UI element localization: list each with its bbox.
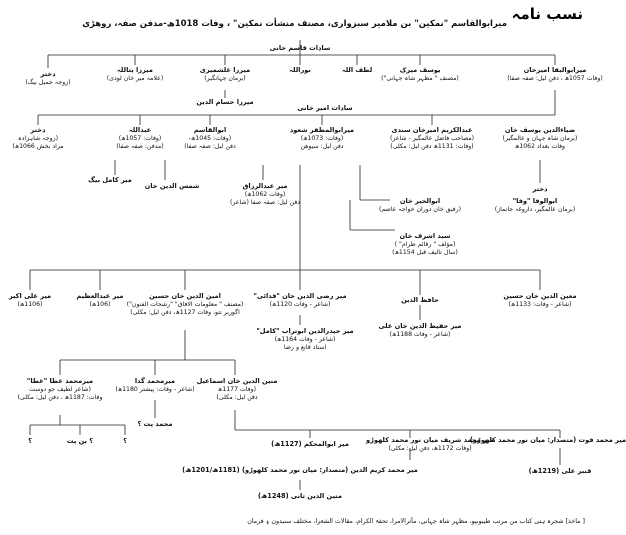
root-ancestor: میرابوالقاسم "نمکین" بن ملامیر سبزواری، مصنف منشأت نمکین" ، وفات 1018ھ-مدفن صفہ، روھڑی: [82, 19, 507, 29]
node-nurullah: نوراللہ: [289, 66, 311, 74]
node-raziuddin: میر رضی الدین خان "فدائی" (شاعر - وفات 1120ھ): [253, 292, 347, 308]
node-mir-kamil-beg: میر کامل بیگ: [88, 176, 132, 184]
node-abulkhair: ابوالخیر خان (رفیق خان دوران خواجہ عاصم): [378, 197, 462, 213]
node-sadat-qasim-khani: سادات قاسم خانی: [269, 44, 331, 52]
node-matinuddin-sani: متین الدین ثانی (1248ھ): [258, 492, 342, 500]
node-mirza-yatullah: میرزا یتاللہ (علامہ میر خان لودی): [106, 66, 164, 82]
node-ziauddin: ضیاءالدین یوسف خان (برمان شاہ جہان و عالمگیر) وفات بغداد 1062ھ: [502, 126, 578, 151]
node-haidaruddin: میر حیدرالدین ابوتراب "کامل" (شاعر - وفات 1164ھ) استاد قانع و رضا: [256, 327, 354, 352]
node-abdul-karim: عبدالکریم امیرخان سندی (مصاحب فاضل عالمگیر - شاعر) (وفات: 1131ھ دفن لیل: مکلی): [389, 126, 475, 151]
node-qanbar-ali: قنبر علی (1219ھ): [528, 467, 592, 475]
node-abulmuzaffar: میرابوالمظفر شعود (وفات: 1073ھ) دفن لیل: سیوهن: [289, 126, 355, 151]
node-hafeezuddin: میر حفیظ الدین خان علی (شاعر - وفات 1188ھ): [378, 322, 462, 338]
node-moinuddin: معین الدین خان حسین (شاعر - وفات: 1133ھ): [503, 292, 577, 308]
page-title: نسب نامہ: [511, 5, 583, 23]
node-mir-muhammad-gada: میرمحمد گدا (شاعر - وفات: پیشتر 1180ھ): [115, 377, 195, 393]
node-lutfullah: لطف اللہ: [341, 66, 373, 74]
node-syed-ashraf: سید اشرف خان (مؤلف " رقائم طرام" ) (سال تالیف قبل 1154ھ): [392, 232, 458, 257]
node-abdullah: عبداللہ (وفات: 1057ھ) (مدفن: صفہ صفا): [116, 126, 164, 151]
node-mir-muhammad-ata: میرمحمد عطا "عطا" (شاعر لطیف جو دوست وفات: 1187ھ ، دفن لیل: مکلی): [17, 377, 103, 402]
node-abulwafa: ابوالوفا "وفا" (برمان عالمگیر، داروغہ جانماز): [494, 197, 576, 213]
node-daughter-2: دختر (زوجہ شاہزادہ مراد بخش 1066ھ): [12, 126, 64, 151]
node-daughter-3: دختر: [532, 185, 548, 193]
node-muhammad-pat: محمد پت ؟: [137, 420, 173, 428]
node-unknown-3: ؟: [123, 437, 127, 445]
node-mirza-hisam: میرزا حسام الدین: [196, 98, 254, 106]
sources-note: [ ماخذ] شجرہ ہتی کتاب من مرتب طیبوںپو، مظہر شاہ جہانی، مآثرالامرا، تحفۃ الکرام، مقالات الشعرا، مختلف سنیدون ۽ فرمان: [247, 518, 585, 525]
node-hafizuddin: حافظ الدین: [401, 296, 439, 304]
node-yusuf-mirak: یوسف میرک (مصنف " مظہر شاہ جہانی"): [381, 66, 459, 82]
node-matinuddin: متین الدین خان اسماعیل (وفات 1177ھ دفن لیل: مکلی): [196, 377, 278, 402]
node-unknown-1: ؟: [28, 437, 32, 445]
node-mir-muhammad-sharif: میر محمد شریف میان نور محمد کلھوڑو (وفات 1172ھ، دفن لیل: مکلی): [366, 436, 494, 452]
node-shamsuddin: شمس الدین خان: [144, 182, 200, 190]
node-mir-muhammad-fawt: میر محمد فوت (متصدار: میان نور محمد کلھوڑو): [469, 436, 626, 444]
node-mir-ali-akbar: میر علی اکبر (1106ھ): [8, 292, 52, 308]
node-mirza-alishmiri: میرزا علشمیری (برمان جہانگیر): [199, 66, 251, 82]
node-mir-abdul-azim: میر عبدالعظیم (106ھ): [76, 292, 124, 308]
node-abdul-razzaq: میر عبدالرزاق (وفات 1062ھ) دفن لیل: صفہ صفا (شاعر): [229, 182, 301, 207]
node-mir-abulbaqa: میرابوالبقا امیرخان (وفات 1057ھ ، دفن لیل: صفہ صفا): [507, 66, 603, 82]
node-mir-abulmuhkam: میر ابوالمحکم (1127ھ): [271, 440, 349, 448]
node-daughter-1: دختر (زوجہ جمیل بیگ): [25, 70, 71, 86]
node-aminuddin: امین الدین خان حسین (مصنف " معلومات الافاق" "رشحات الفنون") اگوربر تتو، وفات 1127ھ، دفن لیل: مکلی): [126, 292, 244, 317]
node-karimuddin: میر محمد کریم الدین (متصدار: میان نور محمد کلھوڑو) (1181ھ/1201ھ): [182, 466, 418, 474]
node-abulqasim: ابوالقاسم (وفات: 1045ھ- دفن لیل: صفہ صفا): [184, 126, 236, 151]
node-sadat-amir-khani: سادات امیر خانی: [297, 104, 353, 112]
node-unknown-2: ؟ بن پت: [66, 437, 94, 445]
